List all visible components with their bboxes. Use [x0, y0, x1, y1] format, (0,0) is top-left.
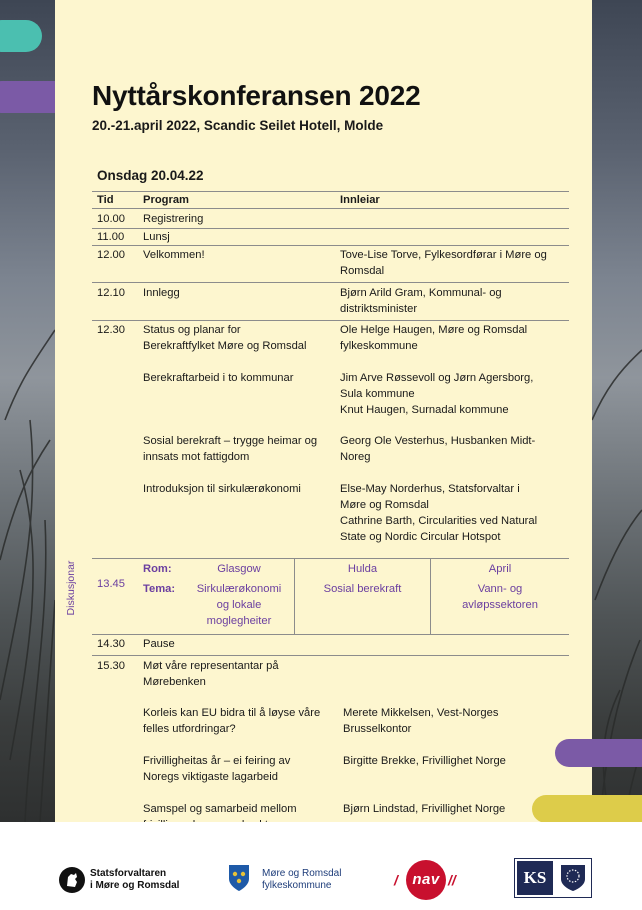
row-time: 12.00	[97, 249, 125, 261]
column-header-time: Tid	[97, 194, 114, 206]
program-line: felles utfordringar?	[143, 723, 236, 735]
program-line: Mørebenken	[143, 676, 206, 688]
table-rule	[92, 655, 569, 656]
speaker-line: Sula kommune	[340, 388, 415, 400]
decorative-yellow-pill	[532, 795, 642, 823]
discussion-side-label: Diskusjonar	[65, 560, 77, 616]
nav-slash-icon: //	[448, 872, 456, 888]
row-time: 14.30	[97, 638, 125, 650]
room-name: April	[488, 563, 512, 575]
room-name: Glasgow	[217, 563, 261, 575]
program-line: Møt våre representantar på	[143, 660, 279, 672]
column-header-program: Program	[143, 194, 190, 206]
speaker-line: fylkeskommune	[340, 340, 418, 352]
lion-crest-icon	[58, 866, 86, 894]
decorative-teal-pill	[0, 20, 42, 52]
room-theme-line: Sosial berekraft	[323, 583, 402, 595]
table-rule	[92, 191, 569, 192]
nav-logo	[394, 860, 458, 900]
table-rule	[92, 320, 569, 321]
program-line: Berekraftarbeid i to kommunar	[143, 372, 294, 384]
row-program: Pause	[143, 638, 175, 650]
program-line: Berekraftfylket Møre og Romsdal	[143, 340, 307, 352]
decorative-purple-pill-right	[555, 739, 642, 767]
table-rule	[92, 558, 569, 559]
table-rule	[92, 208, 569, 209]
row-time: 12.10	[97, 287, 125, 299]
row-time: 11.00	[97, 231, 125, 243]
logo-county-line: Møre og Romsdal	[262, 868, 342, 879]
row-time: 12.30	[97, 324, 125, 336]
column-header-speaker: Innleiar	[340, 194, 380, 206]
row-time: 10.00	[97, 213, 125, 225]
row-program: Velkommen!	[143, 249, 205, 261]
program-line: Samspel og samarbeid mellom	[143, 803, 297, 815]
day-heading: Onsdag 20.04.22	[97, 168, 204, 183]
row-program: Innlegg	[143, 287, 180, 299]
room-theme-line: avløpssektoren	[462, 599, 538, 611]
program-line: Introduksjon til sirkulærøkonomi	[143, 483, 301, 495]
row-speaker-line: distriktsminister	[340, 303, 418, 315]
nav-logo-text: nav	[412, 871, 440, 888]
program-line: Status og planar for	[143, 324, 241, 336]
speaker-line: Ole Helge Haugen, Møre og Romsdal	[340, 324, 528, 336]
speaker-line: Georg Ole Vesterhus, Husbanken Midt-	[340, 435, 536, 447]
speaker-line: Bjørn Lindstad, Frivillighet Norge	[343, 803, 506, 815]
row-program: Lunsj	[143, 231, 170, 243]
ks-shield-icon	[559, 863, 587, 893]
footer	[0, 822, 642, 910]
program-line: Sosial berekraft – trygge heimar og	[143, 435, 318, 447]
logo-statsforvaltaren-line: Statsforvaltaren	[90, 868, 167, 879]
room-name: Hulda	[347, 563, 378, 575]
page-title: Nyttårskonferansen 2022	[92, 80, 421, 111]
row-program: Registrering	[143, 213, 204, 225]
ks-logo-text: KS	[517, 861, 553, 895]
speaker-line: Brusselkontor	[343, 723, 412, 735]
speaker-line: State og Nordic Circular Hotspot	[340, 531, 501, 543]
room-theme-line: og lokale	[216, 599, 262, 611]
county-shield-icon	[228, 864, 250, 892]
speaker-line: Møre og Romsdal	[340, 499, 429, 511]
table-rule	[92, 634, 569, 635]
logo-county-line: fylkeskommune	[262, 880, 332, 891]
table-rule	[92, 245, 569, 246]
nav-slash-icon: /	[394, 872, 398, 888]
speaker-line: Else-May Norderhus, Statsforvaltar i	[340, 483, 520, 495]
row-speaker-line: Tove-Lise Torve, Fylkesordførar i Møre og	[340, 249, 547, 261]
program-line: Noregs viktigaste lagarbeid	[143, 771, 278, 783]
program-line: innsats mot fattigdom	[143, 451, 250, 463]
room-theme-line: moglegheiter	[206, 615, 272, 627]
program-line: Frivilligheitas år – ei feiring av	[143, 755, 291, 767]
speaker-line: Knut Haugen, Surnadal kommune	[340, 404, 509, 416]
speaker-line: Birgitte Brekke, Frivillighet Norge	[343, 755, 506, 767]
speaker-line: Jim Arve Røssevoll og Jørn Agersborg,	[340, 372, 534, 384]
room-theme-line: Vann- og	[477, 583, 523, 595]
logo-statsforvaltaren-line: i Møre og Romsdal	[90, 880, 180, 891]
row-time: 15.30	[97, 660, 125, 672]
row-speaker-line: Bjørn Arild Gram, Kommunal- og	[340, 287, 502, 299]
speaker-line: Noreg	[340, 451, 371, 463]
speaker-line: Merete Mikkelsen, Vest-Norges	[343, 707, 499, 719]
discussion-time: 13.45	[97, 578, 125, 590]
program-line: Korleis kan EU bidra til å løyse våre	[143, 707, 321, 719]
theme-label: Tema:	[143, 583, 176, 595]
speaker-line: Cathrine Barth, Circularities ved Natural	[340, 515, 538, 527]
room-label: Rom:	[143, 563, 172, 575]
table-rule	[92, 282, 569, 283]
row-speaker-line: Romsdal	[340, 265, 385, 277]
page-subtitle: 20.-21.april 2022, Scandic Seilet Hotell, Molde	[92, 118, 384, 133]
ks-logo	[514, 858, 592, 898]
room-theme-line: Sirkulærøkonomi	[196, 583, 282, 595]
